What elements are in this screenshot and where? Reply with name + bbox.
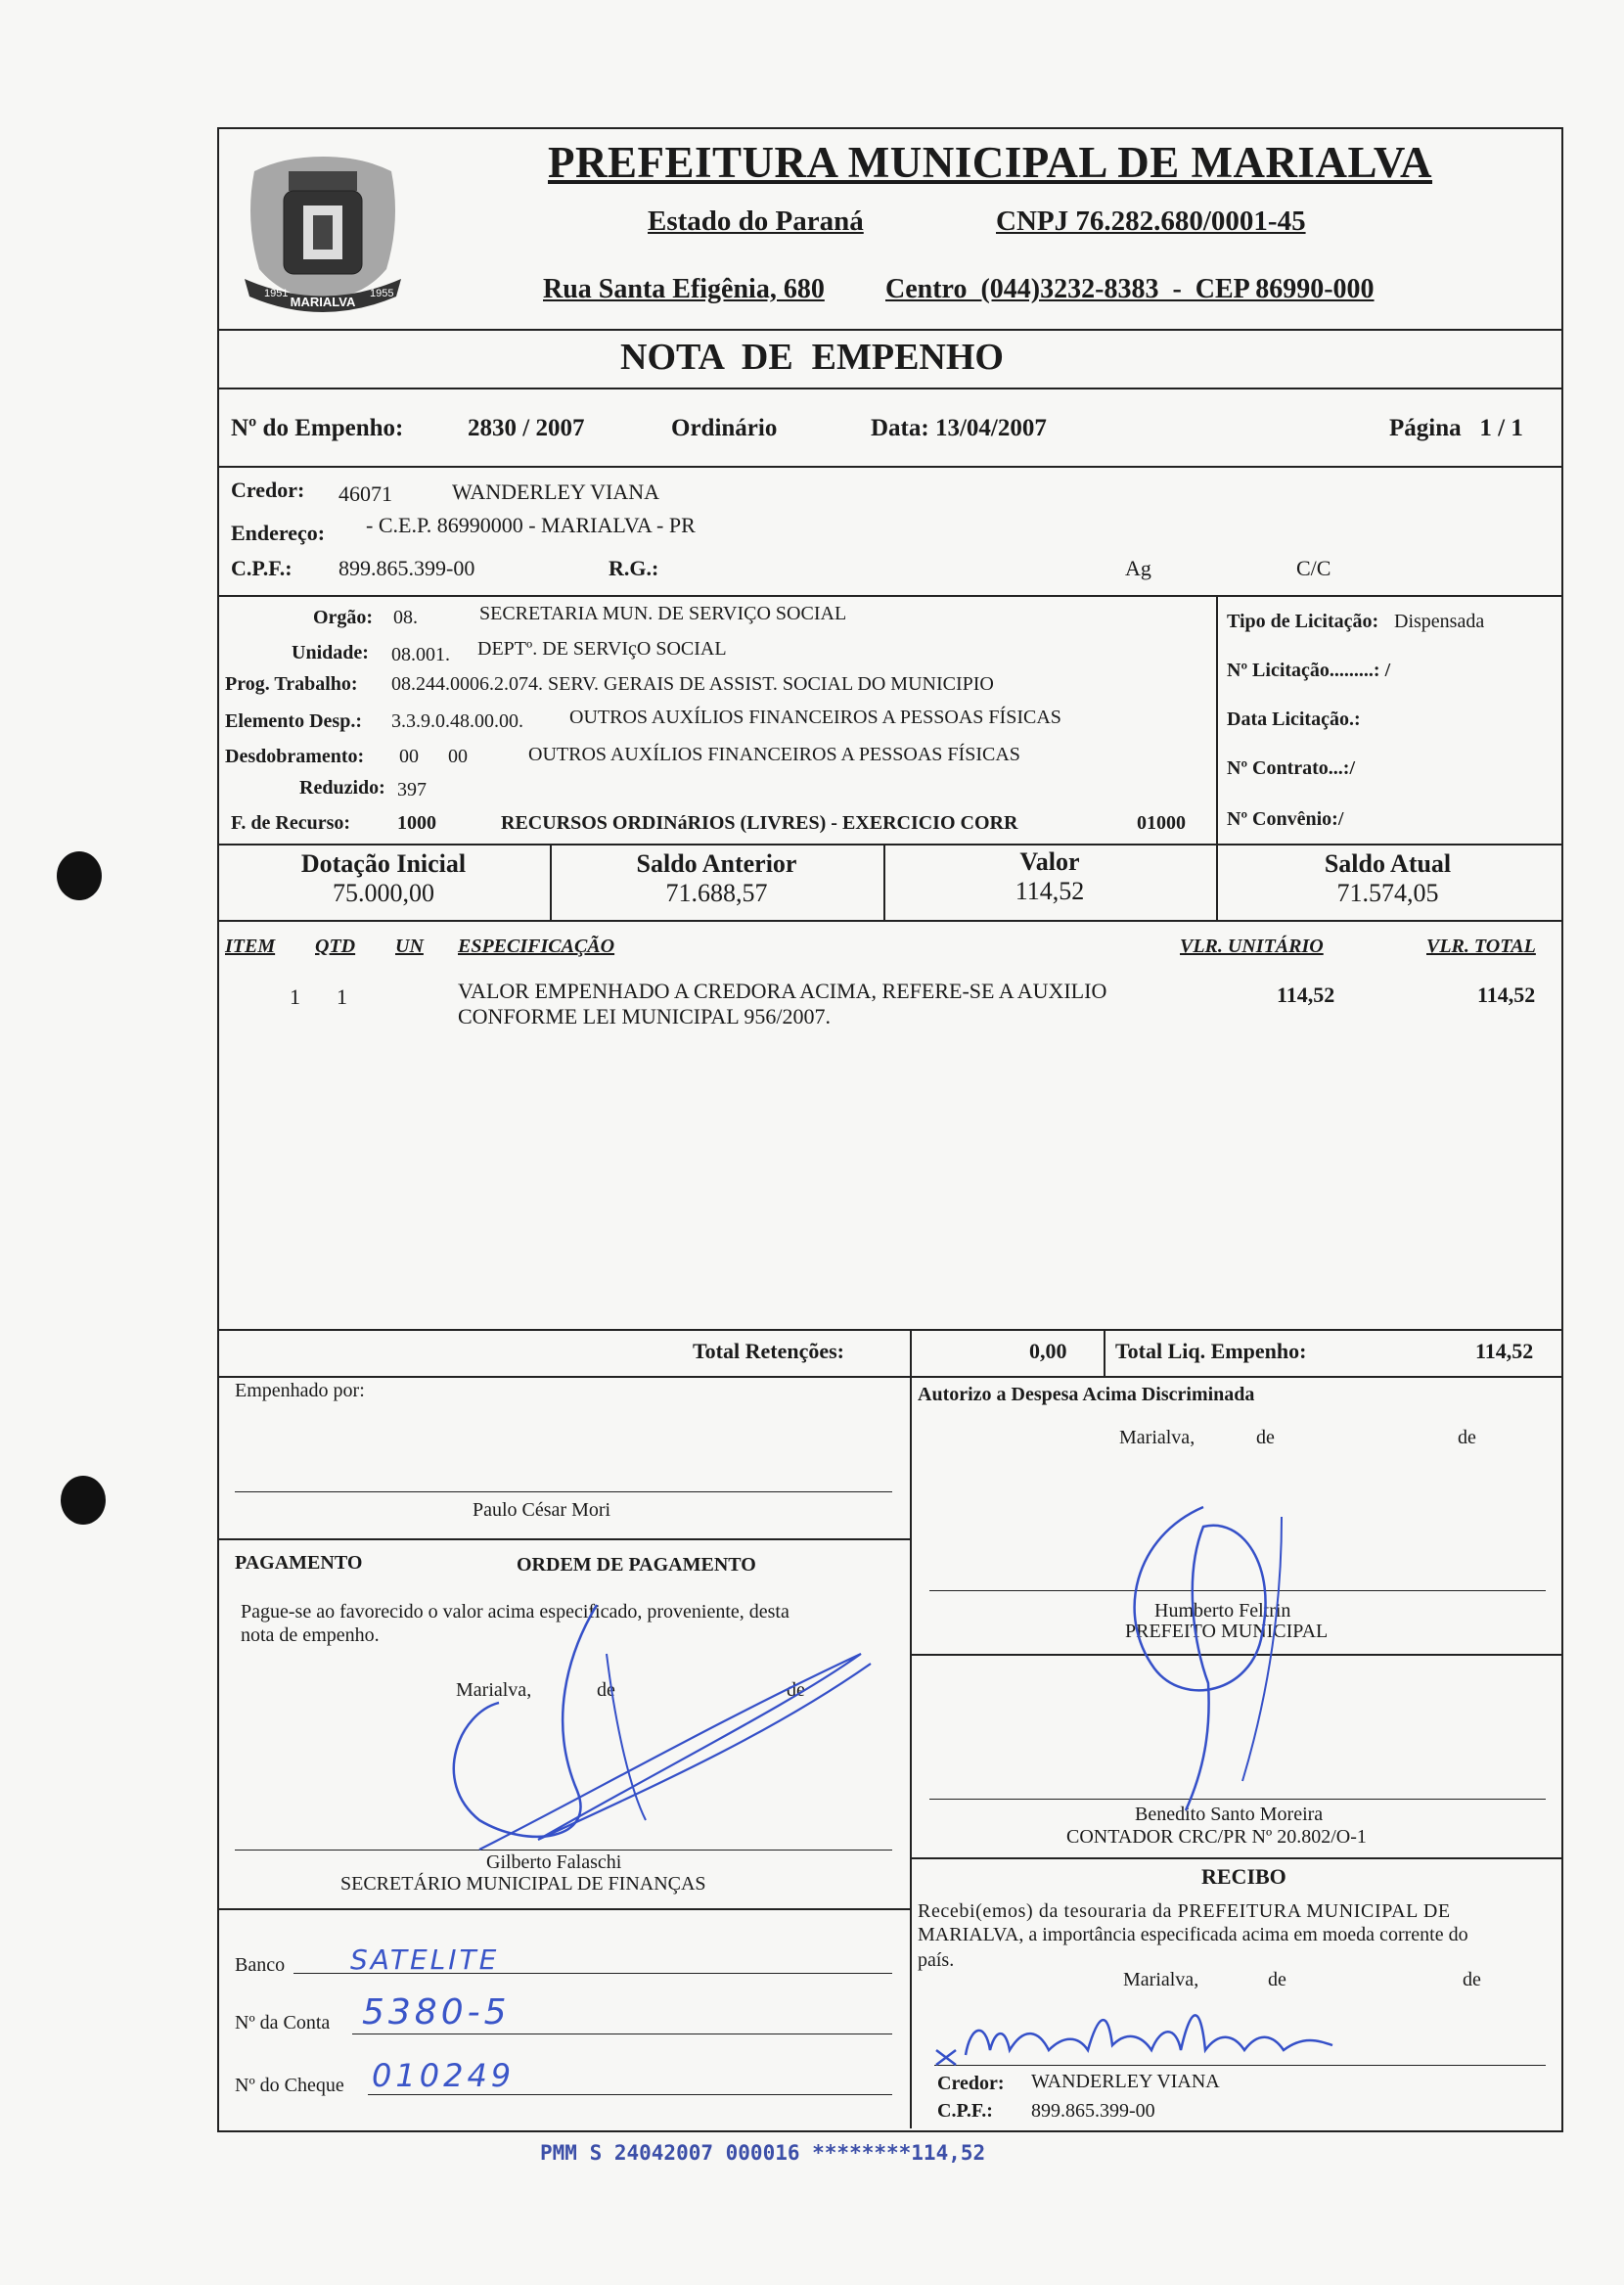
- retencoes-value: 0,00: [1029, 1339, 1067, 1363]
- fonte-label: F. de Recurso:: [231, 812, 351, 834]
- tipo-licitacao-value: Dispensada: [1394, 611, 1485, 632]
- desdobramento-name: OUTROS AUXÍLIOS FINANCEIROS A PESSOAS FÍSICAS: [528, 744, 1020, 765]
- recibo-de-1: de: [1268, 1969, 1286, 1990]
- municipal-seal: [235, 132, 411, 333]
- banco-value: SATELITE: [350, 1943, 500, 1976]
- credor-name: WANDERLEY VIANA: [452, 480, 660, 504]
- pagamento-de-2: de: [787, 1679, 805, 1701]
- numero-licitacao: Nº Licitação.........: /: [1227, 660, 1391, 681]
- prog-label: Prog. Trabalho:: [225, 673, 358, 695]
- banco-label: Banco: [235, 1954, 286, 1976]
- recibo-text-1: Recebi(emos) da tesouraria da PREFEITURA MUNICIPAL DE: [918, 1900, 1451, 1922]
- pagamento-city: Marialva,: [456, 1679, 532, 1701]
- document-title: NOTA DE EMPENHO: [620, 337, 1004, 378]
- tipo-licitacao-label: Tipo de Licitação:: [1227, 611, 1379, 632]
- conta-value: 5380-5: [362, 1992, 511, 2033]
- item-unit-value: 114,52: [1277, 983, 1335, 1007]
- recibo-credor-name: WANDERLEY VIANA: [1031, 2071, 1220, 2092]
- contador-role: CONTADOR CRC/PR Nº 20.802/O-1: [1066, 1826, 1367, 1848]
- fonte-name: RECURSOS ORDINáRIOS (LIVRES) - EXERCICIO CORR: [501, 812, 1018, 834]
- ag-label: Ag: [1125, 556, 1151, 580]
- saldo-label-dotacao: Dotação Inicial: [300, 849, 467, 878]
- prefeito-signature: [1096, 1497, 1331, 1830]
- prefeito-role: PREFEITO MUNICIPAL: [1125, 1621, 1329, 1642]
- recibo-cpf-label: C.P.F.:: [937, 2100, 993, 2122]
- seal-banner-text: MARIALVA: [290, 295, 356, 309]
- cashier-stamp: PMM S 24042007 000016 ********114,52: [540, 2141, 986, 2165]
- item-qtd: 1: [337, 984, 347, 1009]
- retencoes-label: Total Retenções:: [693, 1339, 844, 1363]
- autorizo-city: Marialva,: [1119, 1427, 1195, 1448]
- recibo-de-2: de: [1463, 1969, 1481, 1990]
- recibo-cpf-value: 899.865.399-00: [1031, 2100, 1155, 2122]
- data-licitacao: Data Licitação.:: [1227, 708, 1361, 730]
- cheque-label: Nº do Cheque: [235, 2075, 344, 2096]
- punch-hole-bottom: [61, 1476, 106, 1525]
- empenhado-name: Paulo César Mori: [473, 1499, 611, 1521]
- saldo-label-anterior: Saldo Anterior: [636, 849, 797, 878]
- fonte-code: 1000: [397, 812, 436, 834]
- seal-year-right: 1955: [370, 288, 394, 299]
- saldo-label-valor: Valor: [1019, 847, 1080, 876]
- state-name: Estado do Paraná: [648, 206, 864, 237]
- item-number: 1: [290, 984, 300, 1009]
- saldo-value-valor: 114,52: [1015, 877, 1085, 905]
- recibo-credor-label: Credor:: [937, 2073, 1005, 2094]
- elemento-code: 3.3.9.0.48.00.00.: [391, 710, 523, 732]
- cpf-label: C.P.F.:: [231, 556, 293, 580]
- recibo-text-3: país.: [918, 1949, 955, 1971]
- saldo-label-atual: Saldo Atual: [1324, 849, 1452, 878]
- desdobramento-label: Desdobramento:: [225, 746, 365, 767]
- seal-year-left: 1951: [264, 288, 289, 299]
- col-spec: ESPECIFICAÇÃO: [458, 936, 615, 957]
- saldo-value-dotacao: 75.000,00: [333, 879, 434, 907]
- pagamento-text-1: Pague-se ao favorecido o valor acima especificado, proveniente, desta: [241, 1601, 789, 1622]
- numero-contrato: Nº Contrato...:/: [1227, 757, 1356, 779]
- autorizo-label: Autorizo a Despesa Acima Discriminada: [918, 1384, 1255, 1405]
- empenho-type: Ordinário: [671, 415, 778, 441]
- prefeito-name: Humberto Feltrin: [1154, 1600, 1291, 1622]
- endereco: - C.E.P. 86990000 - MARIALVA - PR: [366, 513, 696, 537]
- rg-label: R.G.:: [609, 556, 659, 580]
- contador-name: Benedito Santo Moreira: [1135, 1804, 1324, 1825]
- cnpj: CNPJ 76.282.680/0001-45: [996, 206, 1306, 237]
- unidade-code: 08.001.: [391, 644, 450, 665]
- pagamento-de-1: de: [597, 1679, 615, 1701]
- punch-hole-top: [57, 851, 102, 900]
- empenho-number: 2830 / 2007: [468, 415, 585, 441]
- recibo-title: RECIBO: [1201, 1864, 1286, 1889]
- col-item: ITEM: [225, 936, 276, 957]
- reduzido-label: Reduzido:: [299, 777, 385, 799]
- item-spec-line2: CONFORME LEI MUNICIPAL 956/2007.: [458, 1004, 831, 1028]
- endereco-label: Endereço:: [231, 521, 326, 545]
- item-total-value: 114,52: [1477, 983, 1536, 1007]
- page-indicator: Página 1 / 1: [1389, 415, 1523, 441]
- empenhado-label: Empenhado por:: [235, 1380, 365, 1401]
- cheque-value: 010249: [372, 2057, 516, 2094]
- secretario-role: SECRETÁRIO MUNICIPAL DE FINANÇAS: [340, 1873, 706, 1895]
- cc-label: C/C: [1296, 556, 1331, 580]
- col-total: VLR. TOTAL: [1426, 936, 1536, 957]
- saldo-value-atual: 71.574,05: [1336, 879, 1439, 907]
- credor-code: 46071: [338, 481, 392, 506]
- autorizo-de-2: de: [1458, 1427, 1476, 1448]
- address-contact: Centro (044)3232-8383 - CEP 86990-000: [885, 274, 1375, 304]
- reduzido-value: 397: [397, 779, 427, 800]
- empenho-date: Data: 13/04/2007: [871, 415, 1047, 441]
- liquido-value: 114,52: [1475, 1339, 1534, 1363]
- recibo-text-2: MARIALVA, a importância especificada acima em moeda corrente do: [918, 1924, 1468, 1945]
- elemento-name: OUTROS AUXÍLIOS FINANCEIROS A PESSOAS FÍSICAS: [569, 707, 1061, 728]
- ordem-pagamento-label: ORDEM DE PAGAMENTO: [517, 1554, 756, 1576]
- fonte-end: 01000: [1137, 812, 1186, 834]
- col-un: UN: [395, 936, 424, 957]
- desdobramento-code: 00 00: [399, 746, 468, 767]
- secretario-name: Gilberto Falaschi: [486, 1851, 622, 1873]
- empenho-number-label: Nº do Empenho:: [231, 415, 404, 441]
- orgao-name: SECRETARIA MUN. DE SERVIÇO SOCIAL: [479, 603, 847, 624]
- pagamento-label: PAGAMENTO: [235, 1552, 363, 1574]
- autorizo-de-1: de: [1256, 1427, 1275, 1448]
- address-street: Rua Santa Efigênia, 680: [543, 274, 825, 304]
- col-qtd: QTD: [315, 936, 356, 957]
- item-spec-line1: VALOR EMPENHADO A CREDORA ACIMA, REFERE-SE A AUXILIO: [458, 979, 1107, 1003]
- col-unit: VLR. UNITÁRIO: [1180, 936, 1324, 957]
- credor-signature: [931, 1996, 1342, 2075]
- pagamento-text-2: nota de empenho.: [241, 1624, 380, 1646]
- unidade-label: Unidade:: [292, 642, 369, 663]
- unidade-name: DEPTº. DE SERVIçO SOCIAL: [477, 638, 727, 660]
- secretario-signature: [421, 1595, 880, 1889]
- conta-label: Nº da Conta: [235, 2012, 331, 2034]
- municipality-title: PREFEITURA MUNICIPAL DE MARIALVA: [548, 138, 1433, 187]
- saldo-value-anterior: 71.688,57: [665, 879, 768, 907]
- prog-value: 08.244.0006.2.074. SERV. GERAIS DE ASSIST. SOCIAL DO MUNICIPIO: [391, 673, 994, 695]
- numero-convenio: Nº Convênio:/: [1227, 808, 1344, 830]
- orgao-code: 08.: [393, 607, 418, 628]
- cpf-value: 899.865.399-00: [338, 556, 475, 580]
- liquido-label: Total Liq. Empenho:: [1115, 1339, 1307, 1363]
- orgao-label: Orgão:: [313, 607, 374, 628]
- recibo-city: Marialva,: [1123, 1969, 1199, 1990]
- elemento-label: Elemento Desp.:: [225, 710, 362, 732]
- credor-label: Credor:: [231, 478, 305, 502]
